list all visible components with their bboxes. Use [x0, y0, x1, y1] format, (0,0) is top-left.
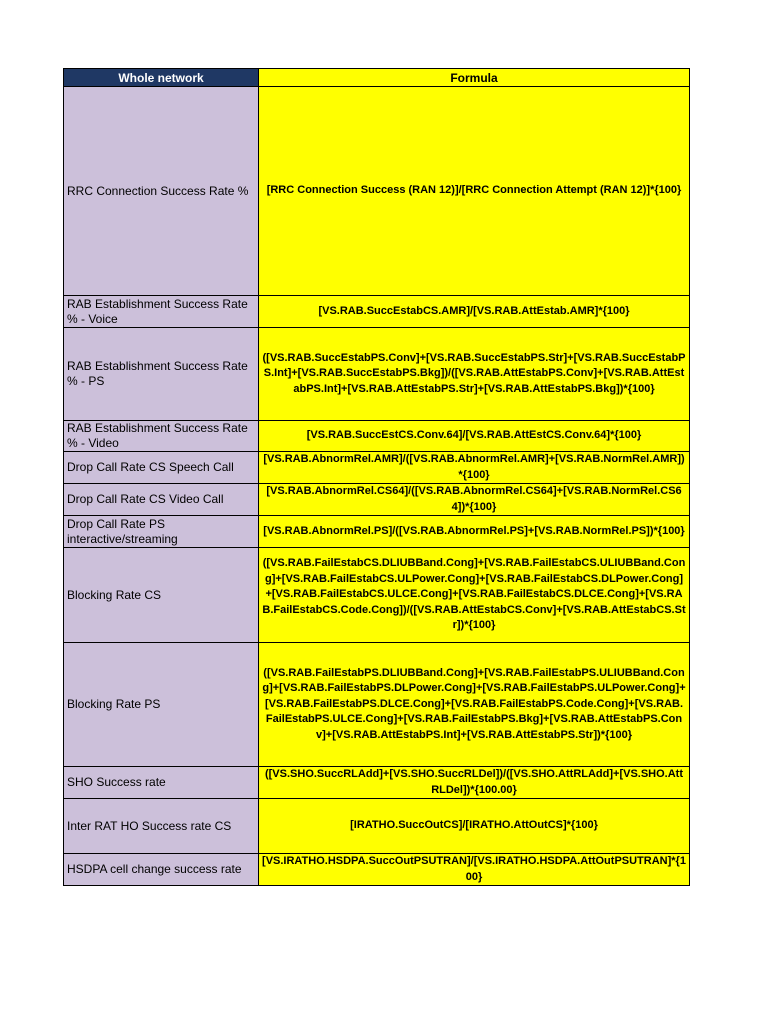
kpi-name-cell: RRC Connection Success Rate % — [64, 87, 259, 296]
table-row — [64, 328, 690, 421]
column-header-whole-network: Whole network — [64, 69, 259, 87]
kpi-name-cell: RAB Establishment Success Rate % - Voice — [64, 296, 259, 328]
kpi-formula-cell: [VS.RAB.AbnormRel.PS]/([VS.RAB.AbnormRel.PS]+[VS.RAB.NormRel.PS])*{100} — [259, 516, 690, 548]
table-row — [64, 484, 690, 516]
table-row — [64, 548, 690, 643]
table-row — [64, 421, 690, 452]
table-row — [64, 87, 690, 296]
kpi-formula-cell: ([VS.RAB.SuccEstabPS.Conv]+[VS.RAB.SuccEstabPS.Str]+[VS.RAB.SuccEstabPS.Int]+[VS.RAB.SuccEstabPS.Bkg])/([VS.RAB.AttEstabPS.Conv]+[VS.RAB.AttEstabPS.Int]+[VS.RAB.AttEstabPS.Str]+[VS.RAB.AttEstabPS.Bkg])*{100} — [259, 328, 690, 421]
kpi-formula-cell: [VS.RAB.AbnormRel.CS64]/([VS.RAB.AbnormRel.CS64]+[VS.RAB.NormRel.CS64])*{100} — [259, 484, 690, 516]
kpi-formula-cell: ([VS.RAB.FailEstabCS.DLIUBBand.Cong]+[VS.RAB.FailEstabCS.ULIUBBand.Cong]+[VS.RAB.FailEstabCS.ULPower.Cong]+[VS.RAB.FailEstabCS.DLPower.Cong]+[VS.RAB.FailEstabCS.ULCE.Cong]+[VS.RAB.FailEstabCS.DLCE.Cong]+[VS.RAB.FailEstabCS.Code.Cong])/([VS.RAB.AttEstabCS.Conv]+[VS.RAB.AttEstabCS.Str])*{100} — [259, 548, 690, 643]
table-row — [64, 452, 690, 484]
kpi-name-cell: RAB Establishment Success Rate % - Video — [64, 421, 259, 452]
column-header-formula: Formula — [259, 69, 690, 87]
table-row — [64, 854, 690, 886]
kpi-name-cell: SHO Success rate — [64, 767, 259, 799]
kpi-name-cell: Blocking Rate CS — [64, 548, 259, 643]
kpi-formula-cell: [IRATHO.SuccOutCS]/[IRATHO.AttOutCS]*{100} — [259, 799, 690, 854]
kpi-name-cell: HSDPA cell change success rate — [64, 854, 259, 886]
kpi-name-cell: Inter RAT HO Success rate CS — [64, 799, 259, 854]
kpi-formula-cell: ([VS.SHO.SuccRLAdd]+[VS.SHO.SuccRLDel])/([VS.SHO.AttRLAdd]+[VS.SHO.AttRLDel])*{100.00} — [259, 767, 690, 799]
kpi-formula-cell: [VS.RAB.AbnormRel.AMR]/([VS.RAB.AbnormRel.AMR]+[VS.RAB.NormRel.AMR])*{100} — [259, 452, 690, 484]
kpi-formula-cell: [VS.IRATHO.HSDPA.SuccOutPSUTRAN]/[VS.IRATHO.HSDPA.AttOutPSUTRAN]*{100} — [259, 854, 690, 886]
table-row — [64, 296, 690, 328]
table-header-row — [64, 69, 690, 87]
kpi-name-cell: Drop Call Rate CS Video Call — [64, 484, 259, 516]
kpi-formula-table — [63, 68, 690, 886]
kpi-formula-cell: [VS.RAB.SuccEstCS.Conv.64]/[VS.RAB.AttEstCS.Conv.64]*{100} — [259, 421, 690, 452]
kpi-formula-cell: ([VS.RAB.FailEstabPS.DLIUBBand.Cong]+[VS.RAB.FailEstabPS.ULIUBBand.Cong]+[VS.RAB.FailEstabPS.DLPower.Cong]+[VS.RAB.FailEstabPS.ULPower.Cong]+[VS.RAB.FailEstabPS.DLCE.Cong]+[VS.RAB.FailEstabPS.Code.Cong]+[VS.RAB.FailEstabPS.ULCE.Cong]+[VS.RAB.FailEstabPS.Bkg]+[VS.RAB.AttEstabPS.Conv]+[VS.RAB.AttEstabPS.Int]+[VS.RAB.AttEstabPS.Str])*{100} — [259, 643, 690, 767]
kpi-name-cell: Drop Call Rate CS Speech Call — [64, 452, 259, 484]
table-row — [64, 767, 690, 799]
table-row — [64, 516, 690, 548]
kpi-name-cell: Blocking Rate PS — [64, 643, 259, 767]
kpi-name-cell: Drop Call Rate PS interactive/streaming — [64, 516, 259, 548]
kpi-formula-cell: [VS.RAB.SuccEstabCS.AMR]/[VS.RAB.AttEstab.AMR]*{100} — [259, 296, 690, 328]
table-row — [64, 799, 690, 854]
kpi-name-cell: RAB Establishment Success Rate % - PS — [64, 328, 259, 421]
table-row — [64, 643, 690, 767]
kpi-formula-cell: [RRC Connection Success (RAN 12)]/[RRC Connection Attempt (RAN 12)]*{100} — [259, 87, 690, 296]
